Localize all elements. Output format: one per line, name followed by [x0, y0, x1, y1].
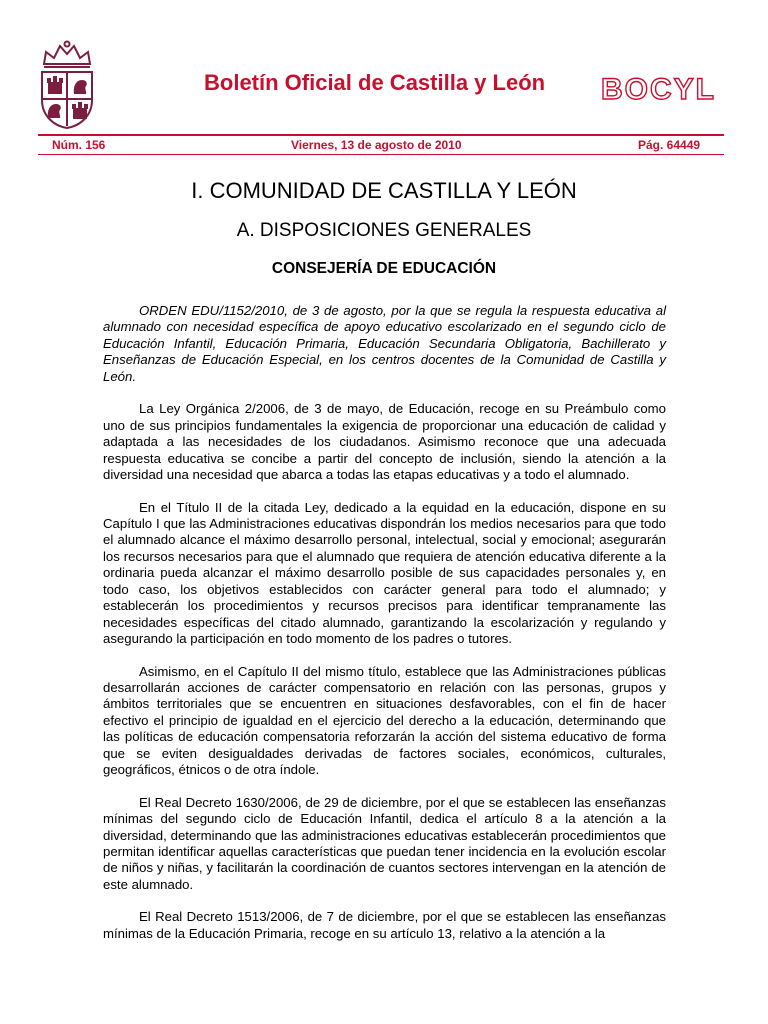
department-heading: CONSEJERÍA DE EDUCACIÓN — [271, 260, 497, 277]
order-summary-paragraph: ORDEN EDU/1152/2010, de 3 de agosto, por la que se regula la respuesta educativa al alumnado con necesidad específica de apoyo educativo escolarizado en el segundo ciclo de Educación Infantil, Educación Primaria, Educación Secundaria Obligatoria, Bachillerato y Enseñanzas de Educación Especial, en los centros docentes de la Comunidad de Castilla y León. — [103, 303, 666, 384]
body-paragraph: El Real Decreto 1630/2006, de 29 de diciembre, por el que se establecen las enseñanzas mínimas del segundo ciclo de Educación Infantil, dedica el artículo 8 a la atención a la diversidad, determinando que las administraciones educativas establecerán procedimientos que permitan identificar aquellas características que puedan tener incidencia en la evolución escolar de niños y niñas, y facilitarán la coordinación de cuantos sectores intervengan en la atención de este alumnado. — [103, 794, 666, 892]
bocyl-logo — [601, 73, 727, 103]
document-body — [103, 303, 666, 959]
section-heading: I. COMUNIDAD DE CASTILLA Y LEÓN — [191, 178, 577, 203]
subsection-heading: A. DISPOSICIONES GENERALES — [236, 220, 532, 241]
header-rule-top — [38, 134, 724, 136]
body-paragraph: La Ley Orgánica 2/2006, de 3 de mayo, de Educación, recoge en su Preámbulo como uno de sus principios fundamentales la exigencia de proporcionar una educación de calidad y adaptada a las necesidades de los ciudadanos. Asimismo reconoce que una adecuada respuesta educativa se concibe a partir del concepto de inclusión, siendo la atención a la diversidad una necesidad que abarca a todas las etapas educativas y a todo el alumnado. — [103, 401, 666, 482]
issue-date: Viernes, 13 de agosto de 2010 — [291, 138, 462, 152]
issue-number: Núm. 156 — [52, 138, 106, 152]
body-paragraph: En el Título II de la citada Ley, dedicado a la equidad en la educación, dispone en su Capítulo I que las Administraciones educativas dispondrán los medios necesarios para que todo el alumnado alcance el máximo desarrollo personal, intelectual, social y emocional; asegurarán los recursos necesarios para que el alumnado que requiera de atención educativa diferente a la ordinaria pueda alcanzar el máximo desarrollo posible de sus capacidades personales y, en todo caso, los objetivos establecidos con carácter general para todo el alumnado; y establecerán los procedimientos y recursos precisos para identificar tempranamente las necesidades específicas del citado alumnado, garantizando la escolarización y regulando y asegurando la participación en todo momento de los padres o tutores. — [103, 499, 666, 646]
svg-text:BOCYL: BOCYL — [601, 73, 716, 103]
coat-of-arms-icon — [36, 40, 98, 130]
body-paragraph: Asimismo, en el Capítulo II del mismo título, establece que las Administraciones públicas desarrollarán acciones de carácter compensatorio en relación con las personas, grupos y ámbitos territoriales que se encuentren en situaciones desfavorables, con el fin de hacer efectivo el principio de igualdad en el ejercicio del derecho a la educación, determinando que las políticas de educación compensatoria reforzarán la acción del sistema educativo de forma que se eviten desigualdades derivadas de factores sociales, económicos, culturales, geográficos, étnicos o de otra índole. — [103, 663, 666, 778]
header-rule-bottom — [38, 154, 724, 155]
body-paragraph: El Real Decreto 1513/2006, de 7 de diciembre, por el que se establecen las enseñanzas mínimas de la Educación Primaria, recoge en su artículo 13, relativo a la atención a la — [103, 909, 666, 941]
gazette-title: Boletín Oficial de Castilla y León — [204, 70, 546, 95]
page-number: Pág. 64449 — [638, 138, 701, 152]
